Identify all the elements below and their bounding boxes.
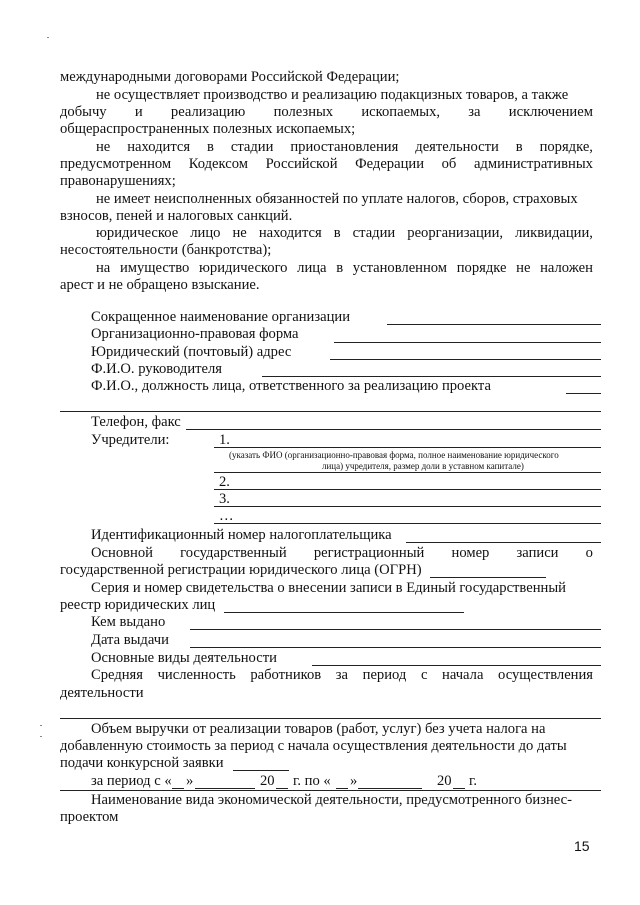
word: государственный <box>180 545 287 561</box>
word: ликвидации, <box>515 225 593 241</box>
word: Российской <box>265 156 338 172</box>
page-number: 15 <box>574 838 590 854</box>
period-to-century: 20 <box>437 773 452 789</box>
scan-mark <box>47 37 49 38</box>
founders-label: Учредители: <box>91 432 170 448</box>
cert-label-line-2: реестр юридических лиц <box>60 597 216 613</box>
word: за <box>468 104 481 120</box>
inn-label: Идентификационный номер налогоплательщика <box>91 527 392 543</box>
word: наложен <box>540 260 593 276</box>
word: и <box>134 104 143 120</box>
intro-line-5 <box>96 139 593 156</box>
word: реализацию <box>170 104 246 120</box>
legal-form-label: Организационно-правовая форма <box>91 326 299 342</box>
word: записи <box>516 545 559 561</box>
cert-label-line-1: Серия и номер свидетельства о внесении записи в Единый государственный <box>91 580 566 596</box>
period-to-quote: » <box>350 773 358 789</box>
word: юридическое <box>96 225 179 241</box>
period-from-century: 20 <box>260 773 275 789</box>
word: Средняя <box>91 667 143 683</box>
word: в <box>515 139 523 155</box>
intro-line-11: несостоятельности (банкротства); <box>60 242 272 258</box>
staff-label-line-1 <box>91 667 593 684</box>
intro-line-1: международными договорами Российской Федерации; <box>60 69 400 85</box>
intro-line-2: не осуществляет производство и реализацию подакцизных товаров, а также <box>96 87 569 103</box>
director-line[interactable] <box>262 376 601 377</box>
word: приостановления <box>290 139 399 155</box>
word: порядке <box>456 260 507 276</box>
word: не <box>96 139 111 155</box>
word: предусмотренном <box>60 156 172 172</box>
intro-line-4: общераспространенных полезных ископаемых; <box>60 121 356 137</box>
responsible-label: Ф.И.О., должность лица, ответственного за реализацию проекта <box>91 378 491 394</box>
ogrn-line[interactable] <box>430 577 546 578</box>
intro-line-8: не имеет неисполненных обязанностей по уплате налогов, сборов, страховых <box>96 191 578 207</box>
word: в <box>336 260 344 276</box>
word: административных <box>473 156 593 172</box>
founder-note-line <box>214 472 601 473</box>
word: юридического <box>199 260 288 276</box>
period-to-day[interactable] <box>336 788 348 789</box>
word: в <box>333 225 341 241</box>
cert-line[interactable] <box>224 612 464 613</box>
word: реорганизации, <box>407 225 504 241</box>
inn-line[interactable] <box>406 542 601 543</box>
word: находится <box>258 225 322 241</box>
revenue-label-line-3: подачи конкурсной заявки <box>60 755 224 771</box>
word: за <box>335 667 349 683</box>
ogrn-label-line-1 <box>91 545 593 562</box>
intro-line-3 <box>60 104 593 121</box>
word: ископаемых, <box>361 104 441 120</box>
word: с <box>420 667 428 683</box>
word: находится <box>127 139 191 155</box>
word: стадии <box>352 225 396 241</box>
word: полезных <box>273 104 334 120</box>
period-from-month[interactable] <box>195 788 255 789</box>
issue-date-label: Дата выдачи <box>91 632 169 648</box>
period-row-underline <box>60 790 601 791</box>
founder-note-2: лица) учредителя, размер доли в уставном капитале) <box>322 461 524 471</box>
word: начала <box>442 667 484 683</box>
issued-by-label: Кем выдано <box>91 614 166 630</box>
word: Федерации <box>355 156 425 172</box>
address-line[interactable] <box>330 359 601 360</box>
word: стадии <box>230 139 274 155</box>
word: порядке, <box>539 139 593 155</box>
word: не <box>516 260 531 276</box>
founder-2-line[interactable] <box>214 489 601 490</box>
period-to-prefix: г. по « <box>293 773 331 789</box>
word: лица <box>297 260 327 276</box>
founder-1-line[interactable] <box>214 447 601 448</box>
legal-form-line[interactable] <box>334 342 601 343</box>
revenue-label-line-1: Объем выручки от реализации товаров (работ, услуг) без учета налога на <box>91 721 546 737</box>
word: имущество <box>119 260 190 276</box>
responsible-line[interactable] <box>566 393 601 394</box>
intro-line-7: правонарушениях; <box>60 173 176 189</box>
address-label: Юридический (почтовый) адрес <box>91 344 292 360</box>
issued-by-line[interactable] <box>190 629 601 630</box>
activities-label: Основные виды деятельности <box>91 650 277 666</box>
founder-note-1: (указать ФИО (организационно-правовая форма, полное наименование юридического <box>229 450 559 460</box>
founder-2-number: 2. <box>219 474 230 490</box>
director-label: Ф.И.О. руководителя <box>91 361 223 377</box>
period-to-month[interactable] <box>358 788 422 789</box>
okved-label-line-1: Наименование вида экономической деятельности, предусмотренного бизнес- <box>91 792 572 808</box>
word: не <box>232 225 247 241</box>
word: Основной <box>91 545 153 561</box>
founder-3-line[interactable] <box>214 506 601 507</box>
word: работников <box>250 667 322 683</box>
founder-1-number: 1. <box>219 432 230 448</box>
word: период <box>362 667 407 683</box>
okved-label-line-2: проектом <box>60 809 119 825</box>
intro-line-12 <box>96 260 593 277</box>
word: деятельности <box>415 139 499 155</box>
revenue-line[interactable] <box>233 770 289 771</box>
word: на <box>96 260 111 276</box>
phone-line[interactable] <box>186 429 601 430</box>
word: о <box>585 545 593 561</box>
ogrn-label-line-2: государственной регистрации юридического лица (ОГРН) <box>60 562 422 578</box>
short-name-label: Сокращенное наименование организации <box>91 309 351 325</box>
intro-line-9: взносов, пеней и налоговых санкций. <box>60 208 293 224</box>
intro-line-10 <box>96 225 593 242</box>
scan-mark <box>40 736 42 737</box>
intro-line-6 <box>60 156 593 173</box>
word: исключением <box>508 104 593 120</box>
word: добычу <box>60 104 107 120</box>
founder-3-number: 3. <box>219 491 230 507</box>
activities-line[interactable] <box>312 665 601 666</box>
responsible-line-2[interactable] <box>60 411 601 412</box>
period-to-year[interactable] <box>453 788 465 789</box>
issue-date-line[interactable] <box>190 647 601 648</box>
period-from-year[interactable] <box>276 788 288 789</box>
period-from-day[interactable] <box>172 788 184 789</box>
founder-more-line[interactable] <box>214 523 601 524</box>
staff-label-line-2: деятельности <box>60 685 144 701</box>
intro-line-13: арест и не обращено взыскание. <box>60 277 260 293</box>
word: численность <box>157 667 236 683</box>
word: установленном <box>352 260 448 276</box>
word: номер <box>451 545 490 561</box>
word: лицо <box>190 225 221 241</box>
period-from-prefix: за период с « <box>91 773 172 789</box>
staff-line[interactable] <box>60 718 601 719</box>
phone-label: Телефон, факс <box>91 414 181 430</box>
word: осуществления <box>498 667 593 683</box>
period-from-quote: » <box>186 773 194 789</box>
revenue-label-line-2: добавленную стоимость за период с начала осуществления деятельности до даты <box>60 738 567 754</box>
word: в <box>207 139 214 155</box>
word: регистрационный <box>313 545 425 561</box>
short-name-line[interactable] <box>387 324 601 325</box>
scan-mark <box>40 725 42 726</box>
word: Кодексом <box>188 156 248 172</box>
period-year-suffix: г. <box>469 773 477 789</box>
word: об <box>441 156 457 172</box>
founder-more: … <box>219 508 234 524</box>
